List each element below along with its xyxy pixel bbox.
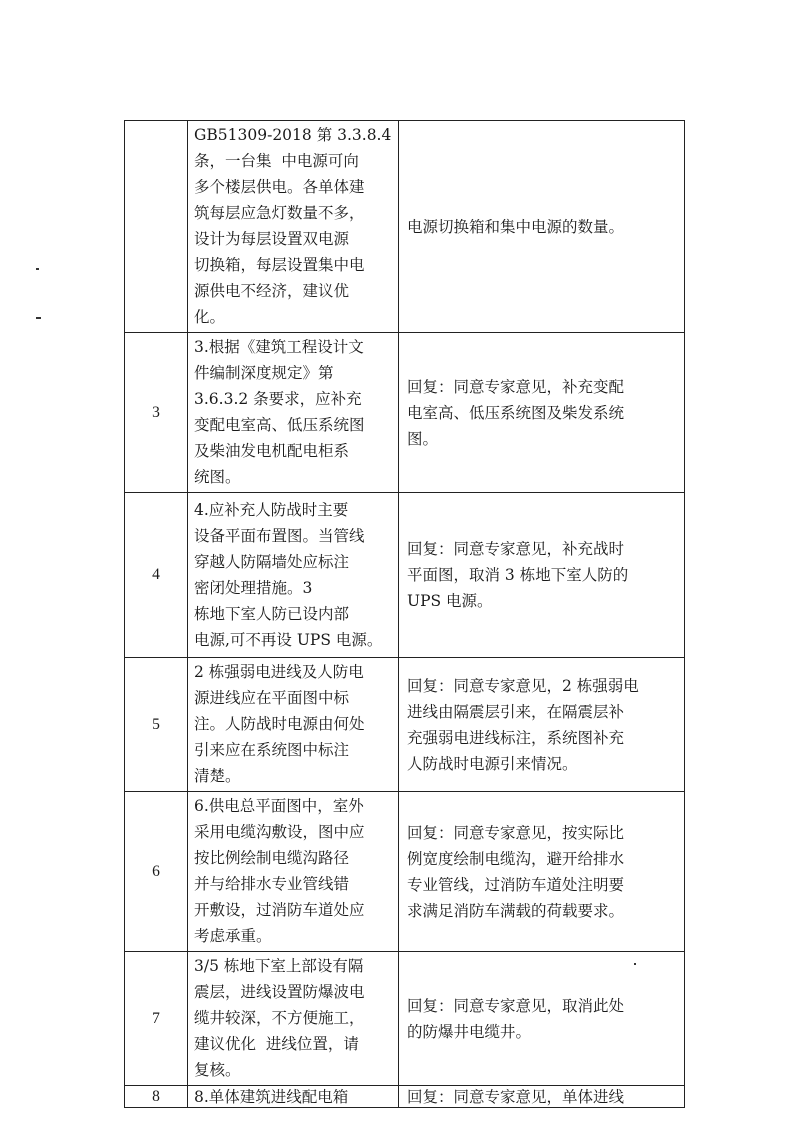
- reply-text: [399, 493, 685, 658]
- table-row: [125, 952, 685, 1086]
- reply-text-content: 回复：同意专家意见，取消此处 的防爆井电缆井。: [407, 996, 625, 1041]
- expert-comment-text: 6.供电总平面图中，室外 采用电缆沟敷设，图中应 按比例绘制电缆沟路径 并与给排水专业管线错 开敷设，过消防车道处应 考虑承重。: [194, 797, 365, 945]
- expert-comment-text: 2 栋强弱电进线及人防电 源进线应在平面图中标 注。人防战时电源由何处 引来应在系统图中标注 清楚。: [194, 663, 365, 785]
- review-table: [124, 120, 685, 1108]
- expert-comment: [188, 952, 399, 1086]
- expert-comment: [188, 1086, 399, 1108]
- reply-text-content: 电源切换箱和集中电源的数量。: [407, 217, 625, 236]
- expert-comment-text: 3/5 栋地下室上部设有隔 震层，进线设置防爆波电 缆井较深，不方便施工， 建议优化 进线位置，请 复核。: [194, 957, 365, 1079]
- reply-text: [399, 333, 685, 493]
- reply-text: [399, 1086, 685, 1108]
- expert-comment: [188, 792, 399, 952]
- reply-text-content: 回复：同意专家意见，2 栋强弱电 进线由隔震层引来，在隔震层补 充强弱电进线标注，系统图补充 人防战时电源引来情况。: [407, 676, 639, 773]
- row-number: 3: [125, 333, 188, 493]
- table-row: [125, 1086, 685, 1108]
- reply-text: [399, 121, 685, 333]
- table-row: [125, 493, 685, 658]
- expert-comment: [188, 658, 399, 792]
- row-number: 4: [125, 493, 188, 658]
- table-row: [125, 333, 685, 493]
- reply-text: [399, 792, 685, 952]
- row-number: [125, 121, 188, 333]
- scan-speck: [36, 317, 41, 319]
- table-row: [125, 658, 685, 792]
- row-number: 7: [125, 952, 188, 1086]
- reply-text: [399, 658, 685, 792]
- reply-text: [399, 952, 685, 1086]
- expert-comment: [188, 121, 399, 333]
- expert-comment: [188, 493, 399, 658]
- scan-speck: [36, 268, 39, 270]
- expert-comment: [188, 333, 399, 493]
- table-row: [125, 792, 685, 952]
- row-number: 8: [125, 1086, 188, 1108]
- reply-text-content: 回复：同意专家意见，单体进线: [407, 1087, 625, 1106]
- row-number: 6: [125, 792, 188, 952]
- reply-text-content: 回复：同意专家意见，按实际比 例宽度绘制电缆沟，避开给排水 专业管线，过消防车道处注明要 求满足消防车满载的荷载要求。: [407, 823, 625, 920]
- expert-comment-text: 8.单体建筑进线配电箱: [194, 1087, 349, 1106]
- table-row: [125, 121, 685, 333]
- expert-comment-text: GB51309-2018 第 3.3.8.4 条，一台集 中电源可向 多个楼层供电。各单体建 筑每层应急灯数量不多， 设计为每层设置双电源 切换箱，每层设置集中电 源供电不经济，建议优 化。: [194, 126, 392, 326]
- scan-speck: [634, 963, 636, 965]
- expert-comment-text: 4.应补充人防战时主要 设备平面布置图。当管线 穿越人防隔墙处应标注 密闭处理措施。3 栋地下室人防已设内部 电源,可不再设 UPS 电源。: [194, 500, 383, 649]
- reply-text-content: 回复：同意专家意见，补充变配 电室高、低压系统图及柴发系统 图。: [407, 377, 625, 448]
- row-number: 5: [125, 658, 188, 792]
- reply-text-content: 回复：同意专家意见，补充战时 平面图，取消 3 栋地下室人防的 UPS 电源。: [407, 540, 629, 610]
- expert-comment-text: 3.根据《建筑工程设计文 件编制深度规定》第 3.6.3.2 条要求，应补充 变配电室高、低压系统图 及柴油发电机配电柜系 统图。: [194, 338, 365, 486]
